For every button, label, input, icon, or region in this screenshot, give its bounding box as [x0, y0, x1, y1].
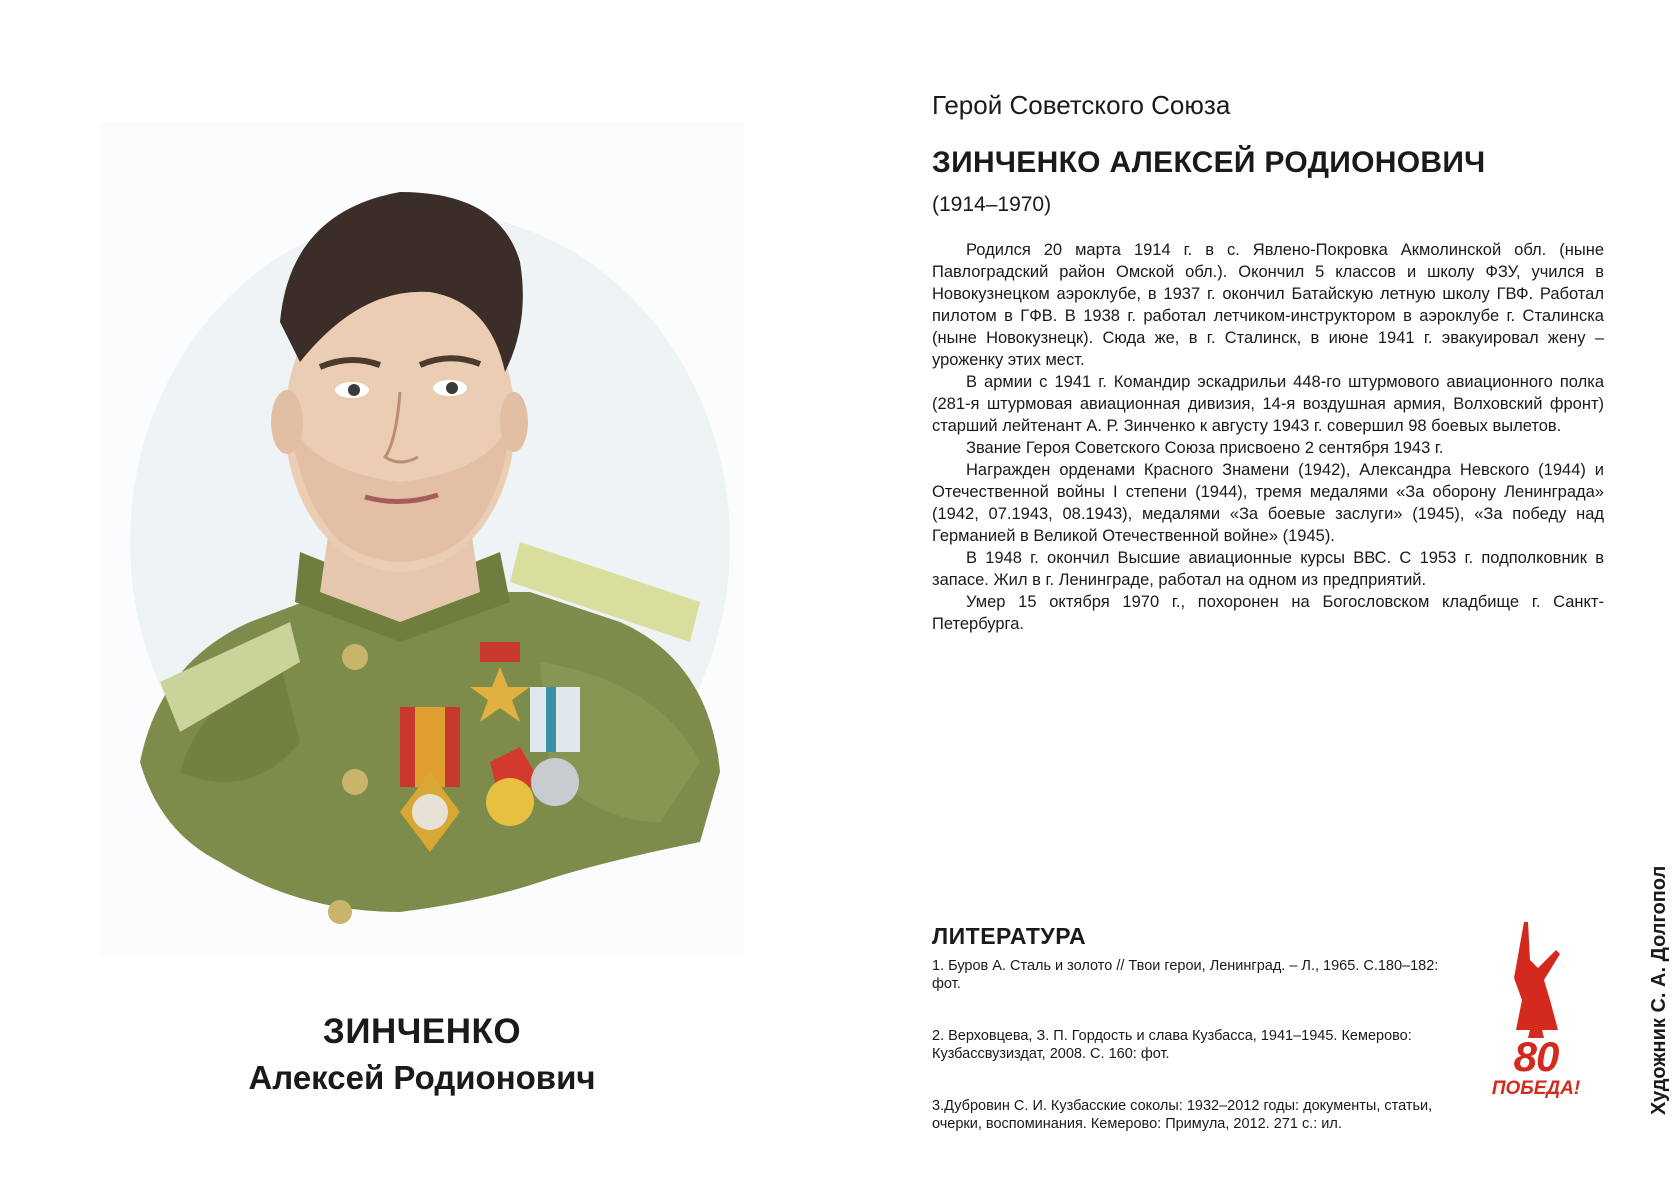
caption-surname: ЗИНЧЕНКО [322, 1012, 522, 1051]
bio-paragraph: В 1948 г. окончил Высшие авиационные курсы ВВС. С 1953 г. подполковник в запасе. Жил в г. Ленинграде, работал на одном из предприятий. [932, 549, 1604, 589]
bio-paragraph: В армии с 1941 г. Командир эскадрильи 448-го штурмового авиационного полка (281-я штурмовая авиационная дивизия, 14-я воздушная армия, Волховский фронт) старший лейтенант А. Р. Зинченко к августу 1943 г. совершил 98 боевых вылетов. [932, 373, 1604, 435]
life-years: (1914–1970) [932, 193, 1052, 216]
caption-given-names: Алексей Родионович [248, 1059, 596, 1096]
right-page [840, 0, 1680, 1188]
biography [932, 239, 1604, 635]
literature-item: 3.Дубровин С. И. Кузбасские соколы: 1932–2012 годы: документы, статьи, очерки, воспоминания. Кемерово: Примула, 2012. 271 с.: ил. [932, 1098, 1433, 1132]
literature-item: 2. Верховцева, З. П. Гордость и слава Кузбасса, 1941–1945. Кемерово: Кузбассвузиздат, 2008. С. 160: фот. [932, 1028, 1412, 1062]
bio-paragraph: Награжден орденами Красного Знамени (1942), Александра Невского (1944) и Отечественной войны I степени (1944), тремя медалями «За оборону Ленинграда» (1942, 07.1943, 08.1943), медалями «За боевые заслуги» (1945), «За победу над Германией в Великой Отечественной войне» (1945). [932, 461, 1604, 545]
literature-heading: ЛИТЕРАТУРА [932, 923, 1087, 949]
bio-paragraph: Умер 15 октября 1970 г., похоронен на Богословском кладбище г. Санкт-Петербурга. [932, 593, 1604, 633]
portrait-illustration [100, 122, 744, 956]
literature-item: 1. Буров А. Сталь и золото // Твои герои, Ленинград. – Л., 1965. С.180–182: фот. [932, 958, 1439, 992]
portrait-image [100, 122, 744, 956]
emblem-number: 80 [1513, 1033, 1559, 1080]
bio-paragraph: Родился 20 марта 1914 г. в с. Явлено-Покровка Акмолинской обл. (ныне Павлоградский район Омской обл.). Окончил 5 классов и школу ФЗУ, учился в Новокузнецком аэроклубе, в 1937 г. окончил Батайскую летную школу ГВФ. Работал пилотом в ГФВ. В 1938 г. работал летчиком-инструктором в аэроклубе г. Сталинска (ныне Новокузнецк). Сюда же, в г. Сталинск, в июне 1941 г. эвакуировал жену – уроженку этих мест. [932, 241, 1604, 369]
artist-credit: Художник С. А. Долгопол [1648, 865, 1670, 1115]
bio-paragraph: Звание Героя Советского Союза присвоено 2 сентября 1943 г. [966, 439, 1444, 457]
hero-title-overline: Герой Советского Союза [932, 90, 1231, 120]
page-title: ЗИНЧЕНКО АЛЕКСЕЙ РОДИОНОВИЧ [932, 146, 1486, 179]
literature-list [932, 957, 1442, 1167]
emblem-word: ПОБЕДА! [1491, 1078, 1581, 1099]
portrait-caption [100, 1010, 744, 1102]
